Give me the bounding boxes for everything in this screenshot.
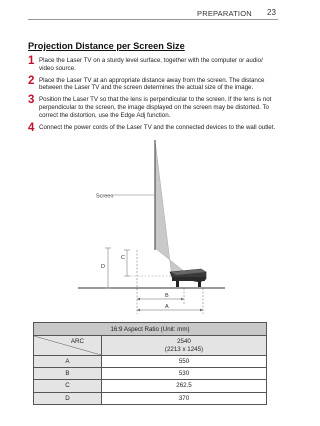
header-section-title: PREPARATION (197, 9, 252, 18)
dimension-b-arrow-right (181, 298, 184, 301)
page-number: 23 (267, 8, 276, 17)
dimension-d-label: D (101, 264, 105, 270)
dimension-a-label: A (165, 304, 169, 310)
row-label: B (34, 368, 102, 380)
projection-light-cone (155, 140, 190, 278)
table-row (34, 380, 267, 392)
step-number: 3 (28, 94, 35, 107)
dimension-b-arrow-left (137, 298, 140, 301)
diagonal-divider (34, 336, 101, 355)
row-label: C (34, 380, 102, 392)
step-text: Connect the power cords of the Laser TV and the connected devices to the wall outlet. (39, 123, 276, 131)
row-value: 530 (102, 368, 267, 380)
section-title: Projection Distance per Screen Size (28, 41, 185, 51)
projection-distance-table (33, 322, 267, 405)
step-text: Place the Laser TV at an appropriate distance away from the screen. The distance between the Laser TV and the screen determines the actual size of the image. (39, 76, 265, 92)
step-number: 4 (28, 121, 35, 134)
step-number: 1 (28, 55, 35, 67)
row-label: D (34, 392, 102, 404)
table-header-row (34, 336, 267, 356)
arc-header-cell (34, 336, 102, 356)
row-value: 370 (102, 392, 267, 404)
dimension-a-arrow-right (200, 309, 203, 312)
dimension-a-arrow-left (137, 309, 140, 312)
table-row (34, 356, 267, 368)
row-value: 550 (102, 356, 267, 368)
dimension-c-label: C (121, 255, 125, 261)
table-row (34, 368, 267, 380)
arc-value-resolution: (2213 x 1245) (164, 345, 204, 353)
row-label: A (34, 356, 102, 368)
dimension-b-label: B (165, 293, 169, 299)
arc-value-size: 2540 (177, 337, 191, 345)
table-row (34, 392, 267, 404)
laser-tv (170, 269, 206, 287)
step-text: Position the Laser TV so that the lens is perpendicular to the screen. If the lens is not perpendicular to the screen, the image displayed on the screen may be distorted. To correct the distortion, use the Edge Adj function. (39, 96, 272, 119)
table-caption-row (34, 323, 267, 336)
arc-label: ARC (70, 338, 84, 345)
step-text: Place the Laser TV on a sturdy level surface, together with the computer or audio/ video source. (39, 57, 263, 72)
step-number: 2 (28, 74, 35, 87)
screen-label: Screen (96, 193, 114, 200)
row-value: 262.5 (102, 380, 267, 392)
arc-value-cell (102, 336, 267, 356)
table-caption: 16:9 Aspect Ratio (Unit: mm) (34, 323, 267, 336)
